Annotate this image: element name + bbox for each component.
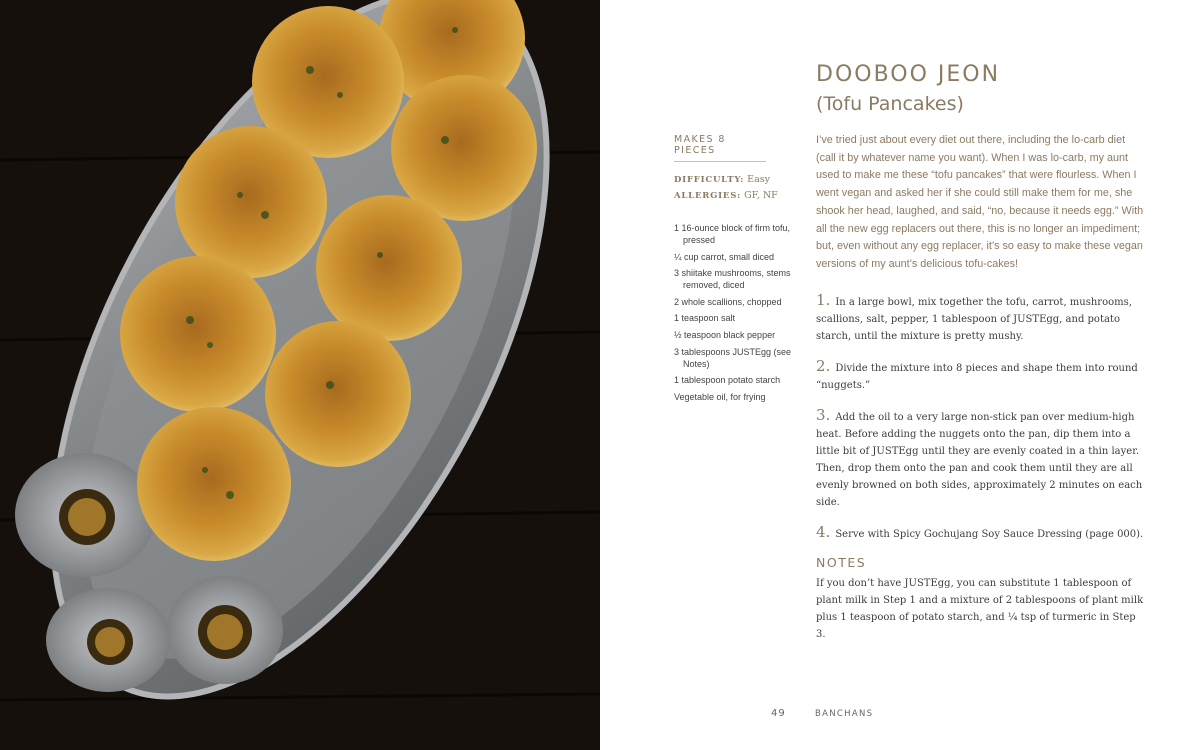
recipe-steps [816, 292, 1146, 556]
difficulty-label: DIFFICULTY: [674, 175, 745, 185]
ingredient-item: ½ teaspoon black pepper [674, 329, 776, 340]
page-number: 49 [771, 708, 786, 719]
allergies-row [674, 188, 794, 204]
allergies-value: GF, NF [744, 190, 778, 201]
step-text: Add the oil to a very large non-stick pan over medium-high heat. Before adding the nuggets onto the pan, dip them into a little bit of JUSTEgg until they are evenly coated in a thin layer. Then, drop them onto the pan and cook them until they are all evenly browned on both sides, approximately 2 minutes on each side. [816, 412, 1143, 508]
ingredient-item: 3 tablespoons JUSTEgg (see Notes) [674, 346, 792, 369]
step [816, 358, 1146, 394]
step [816, 407, 1146, 511]
allergies-label: ALLERGIES: [674, 191, 742, 201]
recipe-title-main: DOOBOO JEON [816, 62, 1001, 87]
notes-heading: NOTES [816, 555, 867, 570]
step-text: Divide the mixture into 8 pieces and shape them into round “nuggets.” [816, 363, 1138, 391]
step-number: 1. [816, 291, 831, 309]
ingredient-item: ¼ cup carrot, small diced [674, 251, 775, 262]
recipe-yield: MAKES 8 PIECES [674, 134, 766, 162]
recipe-intro: I’ve tried just about every diet out there, including the lo-carb diet (call it by whatever name you want). When I was lo-carb, my aunt used to make me these “tofu pancakes” that were flourless. When I went vegan and asked her if she could still make them for me, she shook her head, laughed, and said, “no, because it needs egg.” With all the new egg replacers out there, this is no longer an impediment; but, even without any egg replacer, it’s so easy to make these vegan versions of my aunt’s delicious tofu-cakes! [816, 134, 1144, 270]
ingredient-item: Vegetable oil, for frying [674, 391, 766, 402]
ingredient-list [674, 222, 794, 403]
step [816, 292, 1146, 345]
recipe-meta [674, 172, 794, 204]
step-number: 2. [816, 357, 831, 375]
ingredient-item: 1 16-ounce block of firm tofu, pressed [674, 223, 791, 245]
step-number: 4. [816, 523, 831, 541]
recipe-page [600, 0, 1200, 750]
recipe-sidebar [674, 134, 794, 407]
notes-body: If you don’t have JUSTEgg, you can substitute 1 tablespoon of plant milk in Step 1 and a mixture of 2 tablespoons of plant milk plus 1 teaspoon of potato starch, and ¼ tsp of turmeric in Step 3. [816, 578, 1144, 640]
difficulty-value: Easy [747, 174, 771, 185]
step-text: In a large bowl, mix together the tofu, carrot, mushrooms, scallions, salt, pepper, 1 tablespoon of JUSTEgg, and potato starch, until the mixture is pretty mushy. [816, 297, 1132, 342]
ingredient-item: 1 tablespoon potato starch [674, 375, 781, 386]
difficulty-row [674, 172, 794, 188]
ingredient-item: 1 teaspoon salt [674, 313, 736, 324]
running-footer: BANCHANS [815, 709, 874, 719]
ingredient-item: 2 whole scallions, chopped [674, 296, 782, 307]
step-text: Serve with Spicy Gochujang Soy Sauce Dressing (page 000). [835, 529, 1144, 540]
recipe-title-subtitle: (Tofu Pancakes) [816, 93, 964, 115]
recipe-title [816, 60, 1176, 118]
ingredient-item: 3 shiitake mushrooms, stems removed, diced [674, 268, 791, 291]
step-number: 3. [816, 406, 831, 424]
step [816, 524, 1146, 543]
